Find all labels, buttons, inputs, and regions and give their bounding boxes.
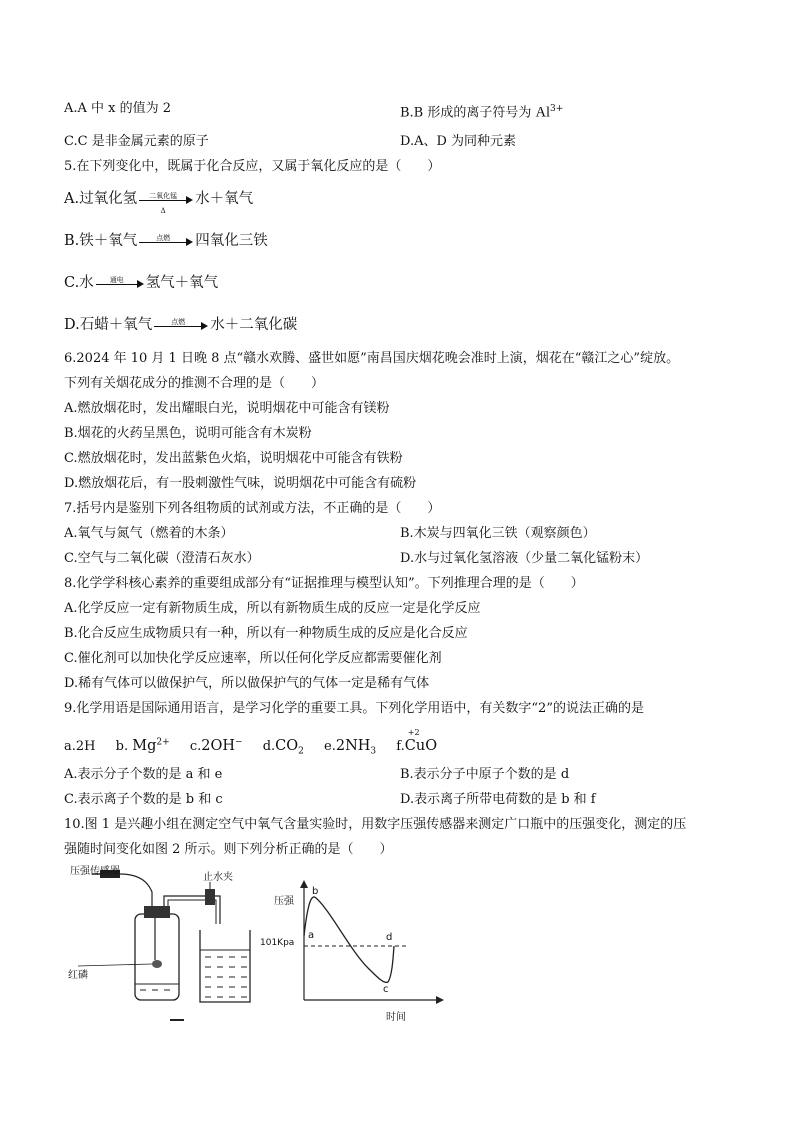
label-red-phosphorus: 红磷 <box>68 970 88 981</box>
q5-a-right: 水＋氧气 <box>195 191 254 207</box>
q5-b-left: B.铁＋氧气 <box>64 233 138 249</box>
pressure-curve <box>304 897 394 982</box>
q5-stem: 5.在下列变化中，既属于化合反应，又属于氧化反应的是（ ） <box>64 159 441 174</box>
q5-a-left: A.过氧化氢 <box>64 191 138 207</box>
graph-y-label: 压强 <box>274 896 294 907</box>
q5-c-cond: 通电 <box>109 276 124 284</box>
q9-formula-list <box>64 728 453 757</box>
q8-option-c: C.催化剂可以加快化学反应速率，所以任何化学反应都需要催化剂 <box>64 651 442 666</box>
q7-option-a: A.氧气与氮气（燃着的木条） <box>64 526 234 541</box>
q10-stem-line1: 10.图 1 是兴趣小组在测定空气中氧气含量实验时，用数字压强传感器来测定广口瓶中的压强变化，测定的压 <box>64 817 687 832</box>
formula-b: b. $Mg^{2+}$ <box>115 738 170 755</box>
q6-option-b: B.烟花的火药呈黑色，说明可能含有木炭粉 <box>64 426 312 441</box>
figure-2-pressure-curve <box>260 880 448 1030</box>
formula-f: f. +2 CuO <box>396 728 438 755</box>
q8-option-a: A.化学反应一定有新物质生成，所以有新物质生成的反应一定是化学反应 <box>64 601 481 616</box>
q4-option-d: D.A、D 为同种元素 <box>400 134 517 149</box>
q4-option-b-text: B.B 形成的离子符号为 <box>400 105 536 121</box>
q4-option-b-charge: 3+ <box>550 104 564 114</box>
q7-option-c: C.空气与二氧化碳（澄清石灰水） <box>64 551 260 566</box>
q5-d-left: D.石蜡＋氧气 <box>64 317 153 333</box>
stopper <box>144 906 170 918</box>
q8-stem: 8.化学学科核心素养的重要组成部分有“证据推理与模型认知”。下列推理合理的是（ ） <box>64 576 584 591</box>
q5-option-c <box>64 274 218 292</box>
point-c: c <box>383 984 389 995</box>
formula-c: c.2OH− <box>189 738 243 755</box>
q5-b-cond: 点燃 <box>156 234 171 242</box>
q5-option-d <box>64 316 297 334</box>
q4-option-c: C.C 是非金属元素的原子 <box>64 134 209 149</box>
pressure-time-graph <box>268 880 448 1030</box>
wide-mouth-bottle <box>135 914 179 1000</box>
q9-option-d: D.表示离子所带电荷数的是 b 和 f <box>400 792 596 807</box>
water-stop-clamp <box>205 889 215 905</box>
q9-stem: 9.化学用语是国际通用语言，是学习化学的重要工具。下列化学用语中，有关数字“2”的说法正确的是 <box>64 701 644 716</box>
beaker <box>200 930 250 1002</box>
q4-option-b-ion: Al <box>535 104 551 121</box>
q7-option-d: D.水与过氧化氢溶液（少量二氧化锰粉末） <box>400 551 649 566</box>
q6-option-c: C.燃放烟花时，发出蓝紫色火焰，说明烟花中可能含有铁粉 <box>64 451 403 466</box>
formula-e: $e.2NH_3$ <box>324 738 377 757</box>
q6-stem-line2: 下列有关烟花成分的推测不合理的是（ ） <box>64 376 325 391</box>
q5-c-left: C.水 <box>64 275 94 291</box>
graph-reference-label: 101Kpa <box>260 938 295 948</box>
q10-stem-line2: 强随时间变化如图 2 所示。则下列分析正确的是（ ） <box>64 842 393 857</box>
q5-b-right: 四氧化三铁 <box>195 233 268 249</box>
figure-1-apparatus <box>60 862 270 1032</box>
formula-d: $d.CO_2$ <box>262 738 304 757</box>
q6-option-a: A.燃放烟花时，发出耀眼白光，说明烟花中可能含有镁粉 <box>64 401 390 416</box>
q9-option-a: A.表示分子个数的是 a 和 e <box>64 767 223 782</box>
apparatus-diagram <box>60 862 270 1032</box>
point-b: b <box>312 886 319 897</box>
q7-option-b: B.木炭与四氧化三铁（观察颜色） <box>400 526 596 541</box>
q5-d-right: 水＋二氧化碳 <box>210 317 298 333</box>
q5-a-cond-bottom: Δ <box>160 207 166 215</box>
q5-option-b <box>64 232 268 250</box>
q4-option-a: A.A 中 x 的值为 2 <box>64 101 172 116</box>
reaction-arrow <box>154 318 208 332</box>
q5-d-cond: 点燃 <box>171 318 186 326</box>
q8-option-d: D.稀有气体可以做保护气，所以做保护气的气体一定是稀有气体 <box>64 676 430 691</box>
q9-option-b: B.表示分子中原子个数的是 d <box>400 767 570 782</box>
q7-stem: 7.括号内是鉴别下列各组物质的试剂或方法，不正确的是（ ） <box>64 501 441 516</box>
q6-option-d: D.燃放烟花后，有一股刺激性气味，说明烟花中可能含有硫粉 <box>64 476 417 491</box>
reaction-arrow <box>139 192 193 215</box>
q5-a-cond-top: 二氧化锰 <box>149 192 178 200</box>
label-water-stop-clamp: 止水夹 <box>203 872 233 883</box>
formula-a: a.2H <box>64 739 96 755</box>
point-a: a <box>308 930 315 941</box>
red-phosphorus <box>152 960 162 968</box>
q9-option-c: C.表示离子个数的是 b 和 c <box>64 792 223 807</box>
q8-option-b: B.化合反应生成物质只有一种，所以有一种物质生成的反应是化合反应 <box>64 626 468 641</box>
graph-x-label: 时间 <box>386 1012 406 1023</box>
point-d: d <box>386 932 393 943</box>
reaction-arrow <box>96 276 144 290</box>
label-pressure-sensor: 压强传感器 <box>70 866 120 877</box>
q5-c-right: 氢气＋氧气 <box>145 275 219 291</box>
q6-stem-line1: 6.2024 年 10 月 1 日晚 8 点“赣水欢腾、盛世如愿”南昌国庆烟花晚会准时上演，烟花在“赣江之心”绽放。 <box>64 351 680 366</box>
q4-option-b <box>400 100 563 122</box>
reaction-arrow <box>139 234 193 248</box>
q5-option-a <box>64 190 254 215</box>
